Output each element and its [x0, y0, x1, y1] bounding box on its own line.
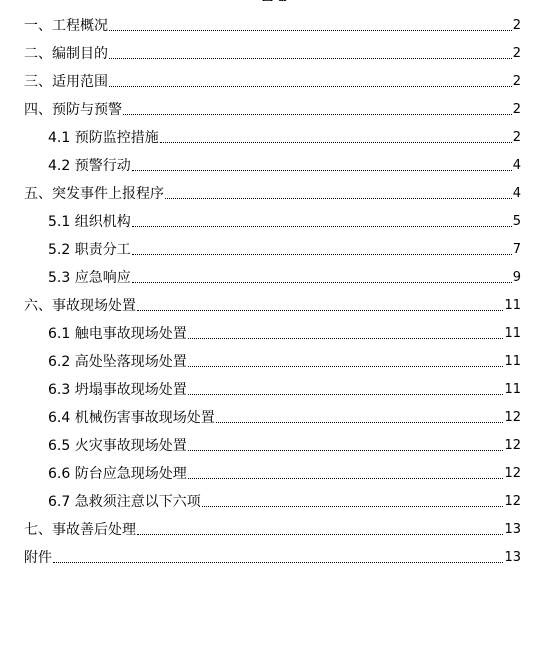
toc-entry-page: 7	[512, 242, 521, 257]
toc-entry-page: 13	[504, 550, 521, 565]
toc-dot-leader	[188, 477, 504, 479]
toc-dot-leader	[132, 169, 512, 171]
toc-entry-label: 6.6 防台应急现场处理	[48, 466, 187, 482]
toc-entry-label: 五、突发事件上报程序	[24, 186, 164, 202]
toc-entry-page: 2	[512, 46, 521, 61]
toc-entry-label: 三、适用范围	[24, 74, 108, 90]
toc-dot-leader	[202, 505, 504, 507]
toc-entry-label: 4.2 预警行动	[48, 158, 131, 174]
toc-dot-leader	[137, 309, 503, 311]
toc-entry-page: 11	[504, 298, 521, 313]
toc-entry-page: 4	[512, 186, 521, 201]
toc-entry-page: 11	[504, 354, 521, 369]
toc-entry-page: 12	[504, 494, 521, 509]
toc-entry-page: 11	[504, 326, 521, 341]
toc-entry-appendix[interactable]	[24, 545, 521, 567]
toc-entry-4-1[interactable]	[48, 125, 521, 147]
toc-entry-5-2[interactable]	[48, 237, 521, 259]
toc-dot-leader	[109, 29, 512, 31]
toc-entry-6-6[interactable]	[48, 461, 521, 483]
toc-dot-leader	[123, 113, 512, 115]
toc-entry-2[interactable]	[24, 41, 521, 63]
toc-dot-leader	[188, 337, 504, 339]
toc-entry-label: 6.7 急救须注意以下六项	[48, 494, 201, 510]
toc-entry-label: 6.1 触电事故现场处置	[48, 326, 187, 342]
toc-entry-label: 一、工程概况	[24, 18, 108, 34]
toc-dot-leader	[188, 365, 504, 367]
toc-entry-page: 12	[504, 410, 521, 425]
toc-entry-label: 5.3 应急响应	[48, 270, 131, 286]
toc-entry-4-2[interactable]	[48, 153, 521, 175]
toc-entry-page: 2	[512, 130, 521, 145]
toc-entry-6-7[interactable]	[48, 489, 521, 511]
toc-dot-leader	[188, 449, 504, 451]
toc-entry-label: 6.2 高处坠落现场处置	[48, 354, 187, 370]
toc-entry-page: 9	[512, 270, 521, 285]
toc-dot-leader	[165, 197, 512, 199]
toc-entry-label: 6.4 机械伤害事故现场处置	[48, 410, 215, 426]
toc-entry-label: 四、预防与预警	[24, 102, 122, 118]
toc-entry-5-3[interactable]	[48, 265, 521, 287]
toc-dot-leader	[109, 57, 512, 59]
toc-entry-label: 附件	[24, 550, 52, 566]
toc-entry-6-3[interactable]	[48, 377, 521, 399]
toc-entry-page: 12	[504, 438, 521, 453]
toc-dot-leader	[216, 421, 504, 423]
toc-entry-7[interactable]	[24, 517, 521, 539]
toc-entry-6-4[interactable]	[48, 405, 521, 427]
toc-dot-leader	[132, 253, 512, 255]
toc-dot-leader	[132, 225, 512, 227]
toc-entry-label: 4.1 预防监控措施	[48, 130, 159, 146]
toc-entry-label: 6.5 火灾事故现场处置	[48, 438, 187, 454]
toc-entry-6-5[interactable]	[48, 433, 521, 455]
toc-entry-label: 5.1 组织机构	[48, 214, 131, 230]
toc-entry-page: 2	[512, 18, 521, 33]
toc-entry-3[interactable]	[24, 69, 521, 91]
toc-entry-page: 12	[504, 466, 521, 481]
toc-entry-1[interactable]	[24, 13, 521, 35]
toc-entry-6-2[interactable]	[48, 349, 521, 371]
toc-entry-page: 13	[504, 522, 521, 537]
toc-dot-leader	[53, 561, 503, 563]
toc-entry-label: 5.2 职责分工	[48, 242, 131, 258]
toc-dot-leader	[137, 533, 503, 535]
toc-entry-6-1[interactable]	[48, 321, 521, 343]
toc-entry-5-1[interactable]	[48, 209, 521, 231]
toc-entry-page: 11	[504, 382, 521, 397]
toc-entry-label: 七、事故善后处理	[24, 522, 136, 538]
toc-entry-label: 六、事故现场处置	[24, 298, 136, 314]
toc-dot-leader	[109, 85, 512, 87]
toc-entry-page: 5	[512, 214, 521, 229]
toc-entry-page: 2	[512, 74, 521, 89]
toc-title	[257, 0, 293, 1]
toc-dot-leader	[188, 393, 504, 395]
toc-entry-4[interactable]	[24, 97, 521, 119]
toc-dot-leader	[132, 281, 512, 283]
toc-dot-leader	[160, 141, 512, 143]
toc-entry-page: 2	[512, 102, 521, 117]
toc-entry-page: 4	[512, 158, 521, 173]
toc-entry-6[interactable]	[24, 293, 521, 315]
toc-entry-label: 二、编制目的	[24, 46, 108, 62]
toc-entry-5[interactable]	[24, 181, 521, 203]
toc-entry-label: 6.3 坍塌事故现场处置	[48, 382, 187, 398]
